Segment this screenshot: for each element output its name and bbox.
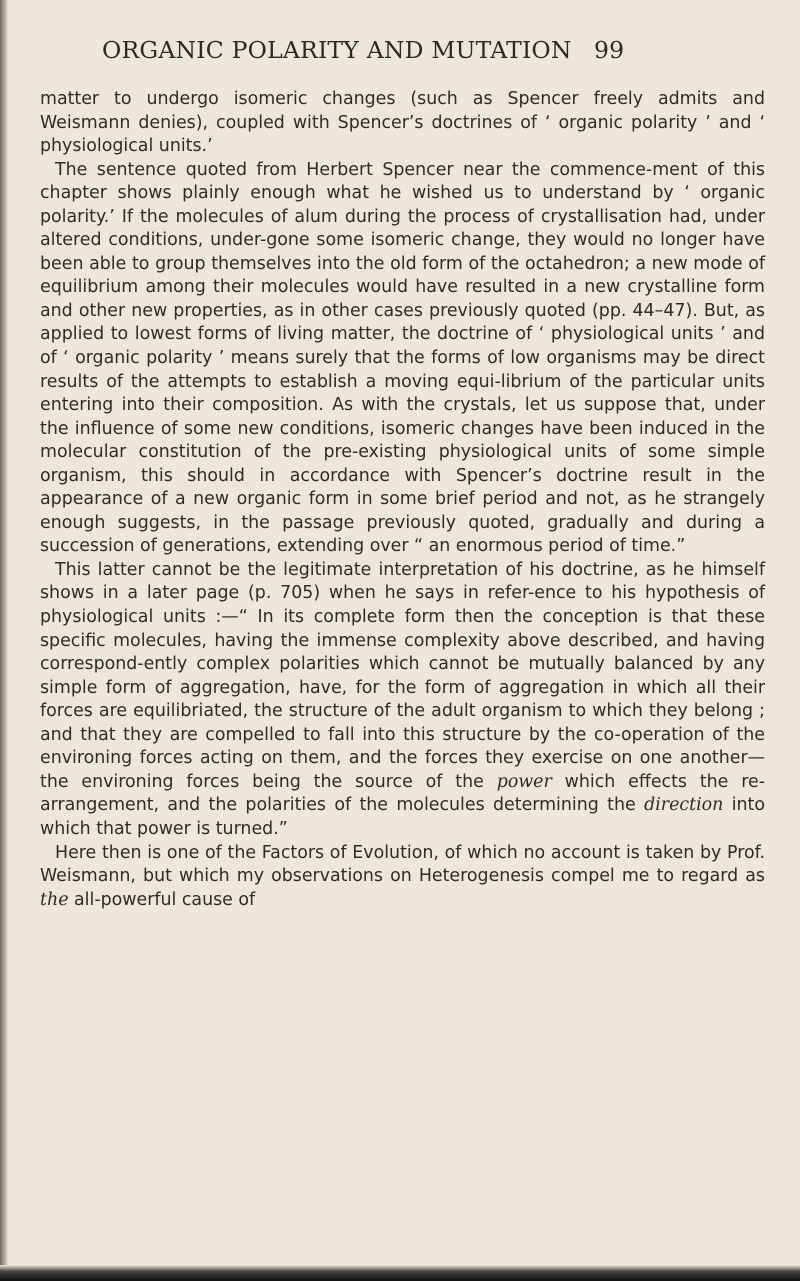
paragraph: [40, 559, 765, 842]
page-bottom-shadow: [0, 1265, 800, 1281]
italic-text: power: [496, 771, 552, 792]
running-header: [102, 36, 702, 64]
italic-text: the: [40, 889, 69, 910]
text-segment: all-powerful cause of: [68, 889, 256, 910]
text-segment: into which that power is turned.”: [40, 795, 766, 839]
page-gutter-shadow: [0, 0, 8, 1281]
text-segment: matter to undergo isomeric changes (such as Spencer freely admits and Weismann denies), coupled with Spencer’s doctrines of ‘ organic polarity ’ and ‘ physiological units.’: [40, 89, 765, 157]
paragraph: [40, 88, 765, 159]
paragraph: [40, 159, 765, 559]
text-segment: which effects the re-arrangement, and the polarities of the molecules determining the: [40, 771, 765, 816]
running-title: ORGANIC POLARITY AND MUTATION: [102, 36, 572, 64]
text-segment: This latter cannot be the legitimate interpretation of his doctrine, as he himself shows in a later page (p. 705) when he says in refer-ence to his hypothesis of physiological units :—“ In its complete form then the conception is that these specific molecules, having the immense complexity above described, and having correspond-ently complex polarities which cannot be mutually balanced by any simple form of aggregation, have, for the form of aggregation in which all their forces are equilibriated, the structure of the adult organism to which they belong ; and that they are compelled to fall into this structure by the co-operation of the environing forces acting on them, and the forces they exercise on one another—the environing forces being the source of the: [40, 559, 765, 792]
body-text: [40, 88, 765, 912]
text-segment: Here then is one of the Factors of Evolution, of which no account is taken by Prof. Weismann, but which my observations on Heterogenesis compel me to regard as: [40, 842, 765, 887]
page-number: 99: [594, 36, 625, 64]
italic-text: direction: [644, 795, 724, 816]
text-segment: The sentence quoted from Herbert Spencer near the commence-ment of this chapter shows plainly enough what he wished us to understand by ‘ organic polarity.’ If the molecules of alum during the process of crystallisation had, under altered conditions, under-gone some isomeric change, they would no longer have been able to group themselves into the old form of the octahedron; a new mode of equilibrium among their molecules would have resulted in a new crystalline form and other new properties, as in other cases previously quoted (pp. 44–47). But, as applied to lowest forms of living matter, the doctrine of ‘ physiological units ’ and of ‘ organic polarity ’ means surely that the forms of low organisms may be direct results of the attempts to establish a moving equi-librium of the particular units entering into their composition. As with the crystals, let us suppose that, under the influence of some new conditions, isomeric changes have been induced in the molecular constitution of the pre-existing physiological units of some simple organism, this should in accordance with Spencer’s doctrine result in the appearance of a new organic form in some brief period and not, as he strangely enough suggests, in the passage previously quoted, gradually and during a succession of generations, extending over “ an enormous period of time.”: [40, 159, 765, 557]
paragraph: [40, 842, 765, 913]
